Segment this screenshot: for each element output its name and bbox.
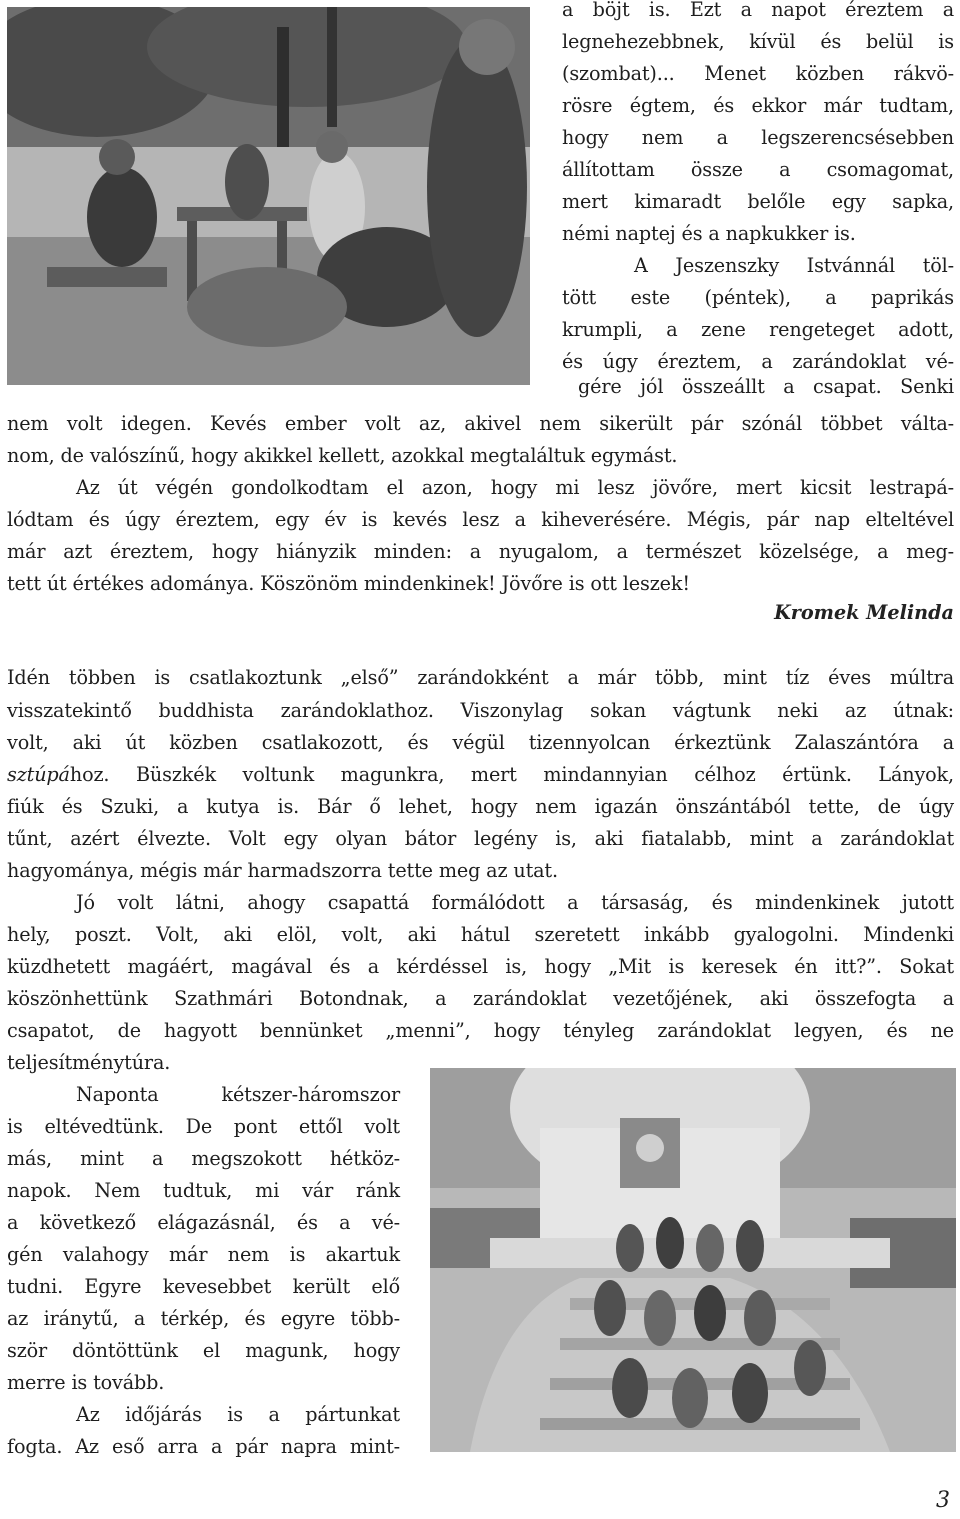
- text-line: krumpli, a zene rengeteget adott,: [562, 318, 954, 341]
- text-line: már azt éreztem, hogy hiányzik minden: a nyugalom, a természet közelsége, a meg-: [7, 540, 954, 563]
- text-line: gén valahogy már nem is akartuk: [7, 1243, 400, 1266]
- text-line: teljesítménytúra.: [7, 1051, 171, 1074]
- text-line: lódtam és úgy éreztem, egy év is kevés lesz a kiheverésére. Mégis, pár nap elteltével: [7, 508, 954, 531]
- author-signature: Kromek Melinda: [774, 601, 954, 624]
- text-line: Jó volt látni, ahogy csapattá formálódott a társaság, és mindenkinek jutott: [76, 891, 954, 914]
- text-line: nom, de valószínű, hogy akikkel kellett, azokkal megtaláltuk egymást.: [7, 444, 678, 467]
- text-line: hogy nem a legszerencsésebben: [562, 126, 954, 149]
- text-line: is eltévedtünk. De pont ettől volt: [7, 1115, 400, 1138]
- text-line: és úgy éreztem, a zarándoklat vé-: [562, 350, 954, 373]
- text-line: hely, poszt. Volt, aki elöl, volt, aki hátul szeretett inkább gyalogolni. Mindenki: [7, 923, 954, 946]
- text-line: Az időjárás is a pártunkat: [76, 1403, 400, 1426]
- stupa-word: sztúpá: [7, 763, 70, 786]
- text-line: Idén többen is csatlakoztunk „első” zarándokként a már több, mint tíz éves múltra: [7, 666, 954, 689]
- text-line: állítottam össze a csomagomat,: [562, 158, 954, 181]
- text-line: csapatot, de hagyott bennünket „menni”, hogy tényleg zarándoklat legyen, és ne: [7, 1019, 954, 1042]
- text-line: (szombat)... Menet közben rákvö-: [562, 62, 954, 85]
- text-line: mert kimaradt belőle egy sapka,: [562, 190, 954, 213]
- page-number: 3: [936, 1488, 950, 1513]
- text-line: tűnt, azért élvezte. Volt egy olyan bátor legény is, aki fiatalabb, mint a zarándoklat: [7, 827, 954, 850]
- text-line: hagyománya, mégis már harmadszorra tette meg az utat.: [7, 859, 558, 882]
- text-line: legnehezebbnek, kívül és belül is: [562, 30, 954, 53]
- text-line: az iránytű, a térkép, és egyre több-: [7, 1307, 400, 1330]
- text-line: a böjt is. Ezt a napot éreztem a: [562, 0, 954, 21]
- text-line: köszönhettünk Szathmári Botondnak, a zarándoklat vezetőjének, aki összefogta a: [7, 987, 954, 1010]
- text-line: [7, 760, 954, 790]
- text-line-rest: hoz. Büszkék voltunk magunkra, mert mindannyian célhoz értünk. Lányok,: [69, 763, 954, 786]
- text-line: volt, aki út közben csatlakozott, és végül tizennyolcan érkeztünk Zalaszántóra a: [7, 731, 954, 754]
- text-line: tudni. Egyre kevesebbet került elő: [7, 1275, 400, 1298]
- text-line: A Jeszenszky Istvánnál töl-: [634, 254, 954, 277]
- text-line: napok. Nem tudtuk, mi vár ránk: [7, 1179, 400, 1202]
- text-line: tött este (péntek), a paprikás: [562, 286, 954, 309]
- text-line: rösre égtem, és ekkor már tudtam,: [562, 94, 954, 117]
- text-line: Az út végén gondolkodtam el azon, hogy mi lesz jövőre, mert kicsit lestrapá-: [76, 476, 954, 499]
- text-line: gére jól összeállt a csapat. Senki: [578, 375, 954, 398]
- text-line: Naponta kétszer-háromszor: [76, 1083, 400, 1106]
- text-line: más, mint a megszokott hétköz-: [7, 1147, 400, 1170]
- text-line: nem volt idegen. Kevés ember volt az, akivel nem sikerült pár szónál többet válta-: [7, 412, 954, 435]
- text-line: küzdhetett magáért, magával és a kérdéssel is, hogy „Mit is keresek én itt?”. Sokat: [7, 955, 954, 978]
- text-line: ször döntöttünk el magunk, hogy: [7, 1339, 400, 1362]
- text-line: tett út értékes adománya. Köszönöm mindenkinek! Jövőre is ott leszek!: [7, 572, 690, 595]
- text-line: fogta. Az eső arra a pár napra mint-: [7, 1435, 400, 1458]
- text-line: a következő elágazásnál, és a vé-: [7, 1211, 400, 1234]
- text-line: némi naptej és a napkukker is.: [562, 222, 856, 245]
- text-line: visszatekintő buddhista zarándoklathoz. Viszonylag sokan vágtunk neki az útnak:: [7, 699, 954, 722]
- campsite-group-photo: [7, 7, 530, 385]
- stupa-group-photo: [430, 1068, 956, 1452]
- text-line: fiúk és Szuki, a kutya is. Bár ő lehet, hogy nem igazán önszántából tette, de úgy: [7, 795, 954, 818]
- text-line: merre is tovább.: [7, 1371, 165, 1394]
